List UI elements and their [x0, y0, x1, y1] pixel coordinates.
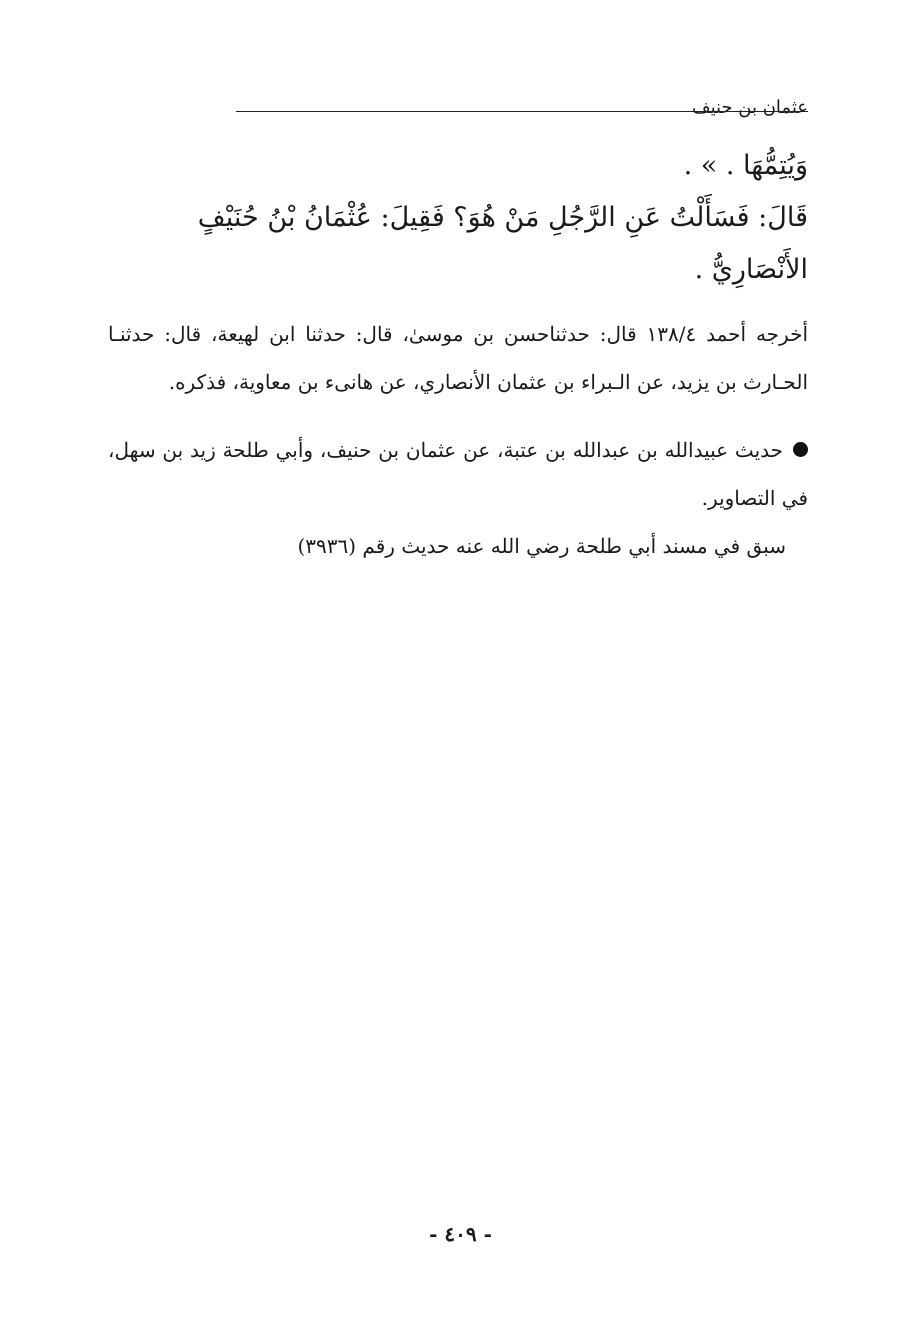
takhrij-note: أخرجه أحمد ١٣٨/٤ قال: حدثناحسن بن موسىٰ، قال: حدثنا ابن لهيعة، قال: حدثنـا الحـارث بن يزيد، عن الـبراء بن عثمان الأنصاري، عن هانىء بن معاوية، فذكره. — [108, 322, 808, 394]
narration-text: قَالَ: فَسَأَلْتُ عَنِ الرَّجُلِ مَنْ هُوَ؟ فَقِيلَ: عُثْمَانُ بْنُ حُنَيْفٍ الأَنْصَارِيُّ . — [197, 202, 808, 285]
cross-reference: سبق في مسند أبي طلحة رضي الله عنه حديث رقم (٣٩٣٦) — [297, 534, 786, 558]
hadith-text-ending: وَيُتِمُّهَا . » . — [683, 150, 808, 181]
bullet-icon — [793, 442, 808, 457]
hadith-heading-text: حديث عبيدالله بن عبدالله بن عتبة، عن عثمان بن حنيف، وأبي طلحة زيد بن سهل، في التصاوير. — [108, 438, 808, 510]
hadith-text — [108, 140, 808, 296]
running-title: عثمان بن حنيف — [691, 97, 808, 118]
hadith-heading — [108, 426, 808, 522]
spacer — [108, 406, 808, 426]
footnotes — [108, 310, 808, 570]
running-header — [108, 94, 808, 126]
page-number: - ٤٠٩ - — [429, 1222, 492, 1246]
header-rule — [236, 111, 808, 112]
